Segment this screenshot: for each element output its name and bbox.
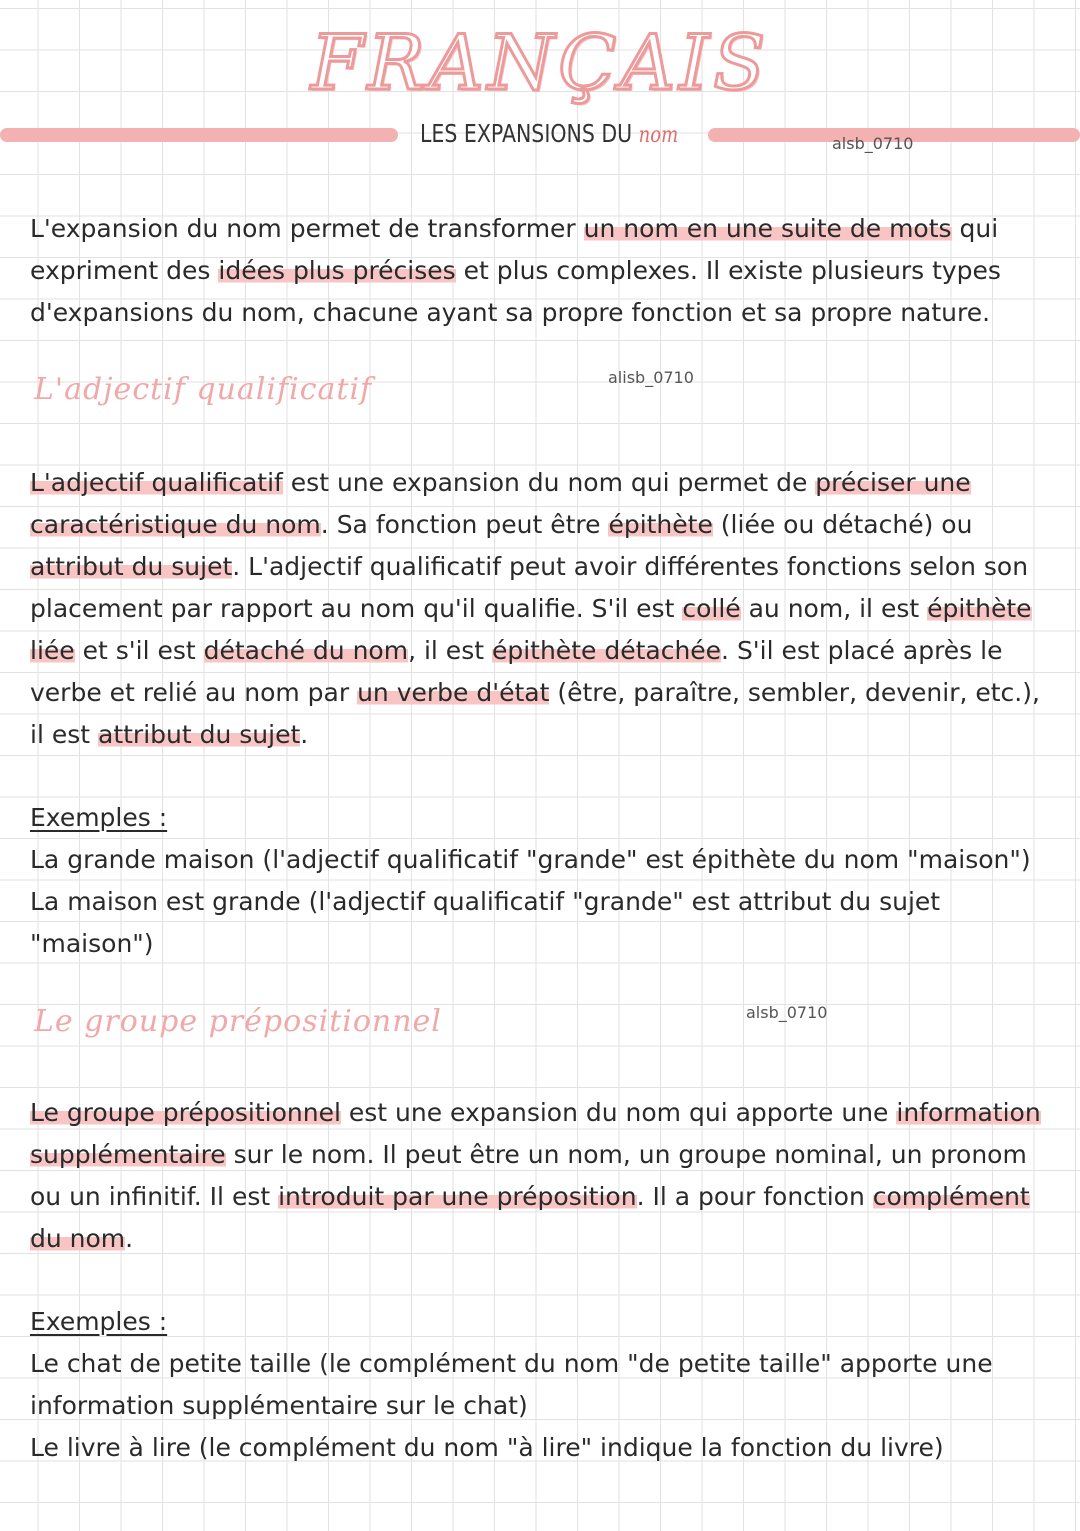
page-subtitle [420, 119, 679, 148]
examples-label: Exemples : [30, 1307, 168, 1336]
subtitle-main: LES EXPANSIONS DU [420, 119, 633, 148]
s1-text: . Sa fonction peut être [320, 510, 609, 539]
s1-highlight: un verbe d'état [357, 678, 550, 707]
s1-text: est une expansion du nom qui permet de [282, 468, 816, 497]
section2-examples [30, 1301, 1050, 1469]
subtitle-accent: nom [638, 123, 679, 148]
s1-text: au nom, il est [740, 594, 928, 623]
s2-highlight: complément du nom [30, 1182, 1030, 1253]
s1-highlight: attribut du sujet [30, 552, 233, 581]
s1-highlight: épithète liée [30, 594, 1032, 665]
intro-text: qui expriment des [30, 214, 999, 285]
s1-highlight: épithète [608, 510, 713, 539]
s1-highlight: attribut du sujet [98, 720, 301, 749]
s1-highlight: préciser une caractéristique du nom [30, 468, 971, 539]
watermark-header: alsb_0710 [832, 134, 914, 153]
example-item: La maison est grande (l'adjectif qualificatif "grande" est attribut du sujet "maison") [30, 887, 941, 958]
watermark-section2: alsb_0710 [746, 1003, 828, 1022]
s1-text: et s'il est [74, 636, 204, 665]
page-title: FRANÇAIS [310, 18, 770, 107]
s2-text: . [125, 1224, 134, 1253]
section1-paragraph [30, 462, 1050, 756]
s2-text: . Il a pour fonction [636, 1182, 873, 1211]
section1-examples [30, 797, 1050, 965]
s1-highlight: L'adjectif qualificatif [30, 468, 283, 497]
example-item: La grande maison (l'adjectif qualificatif "grande" est épithète du nom "maison") [30, 845, 1031, 874]
s1-text: . L'adjectif qualificatif peut avoir différentes fonctions selon son placement par rapport au nom qu'il qualifie. S'il est [30, 552, 1029, 623]
watermark-section1: alisb_0710 [608, 368, 694, 387]
s2-text: est une expansion du nom qui apporte une [340, 1098, 897, 1127]
section-heading-groupe: Le groupe prépositionnel [34, 1004, 442, 1039]
intro-paragraph [30, 208, 1050, 334]
s2-highlight: introduit par une préposition [278, 1182, 637, 1211]
example-item: Le livre à lire (le complément du nom "à lire" indique la fonction du livre) [30, 1433, 944, 1462]
intro-highlight: idées plus précises [218, 256, 456, 285]
s1-highlight: collé [682, 594, 741, 623]
intro-highlight: un nom en une suite de mots [583, 214, 952, 243]
s1-text: , il est [408, 636, 492, 665]
s1-highlight: épithète détachée [491, 636, 722, 665]
s1-text: (liée ou détaché) ou [712, 510, 973, 539]
section2-paragraph [30, 1092, 1050, 1260]
s1-highlight: détaché du nom [203, 636, 409, 665]
s2-highlight: information supplémentaire [30, 1098, 1041, 1169]
intro-text: et plus complexes. Il existe plusieurs types d'expansions du nom, chacune ayant sa propre fonction et sa propre nature. [30, 256, 1001, 327]
example-item: Le chat de petite taille (le complément du nom "de petite taille" apporte une information supplémentaire sur le chat) [30, 1349, 993, 1420]
s1-text: . S'il est placé après le verbe et relié au nom par [30, 636, 1003, 707]
s1-text: . [300, 720, 309, 749]
examples-label: Exemples : [30, 803, 168, 832]
section-heading-adjectif: L'adjectif qualificatif [34, 372, 373, 407]
s2-text: sur le nom. Il peut être un nom, un groupe nominal, un pronom ou un infinitif. Il est [30, 1140, 1027, 1211]
s1-text: (être, paraître, sembler, devenir, etc.), il est [30, 678, 1040, 749]
header-band-left [0, 128, 398, 142]
intro-text: L'expansion du nom permet de transformer [30, 214, 584, 243]
s2-highlight: Le groupe prépositionnel [30, 1098, 341, 1127]
